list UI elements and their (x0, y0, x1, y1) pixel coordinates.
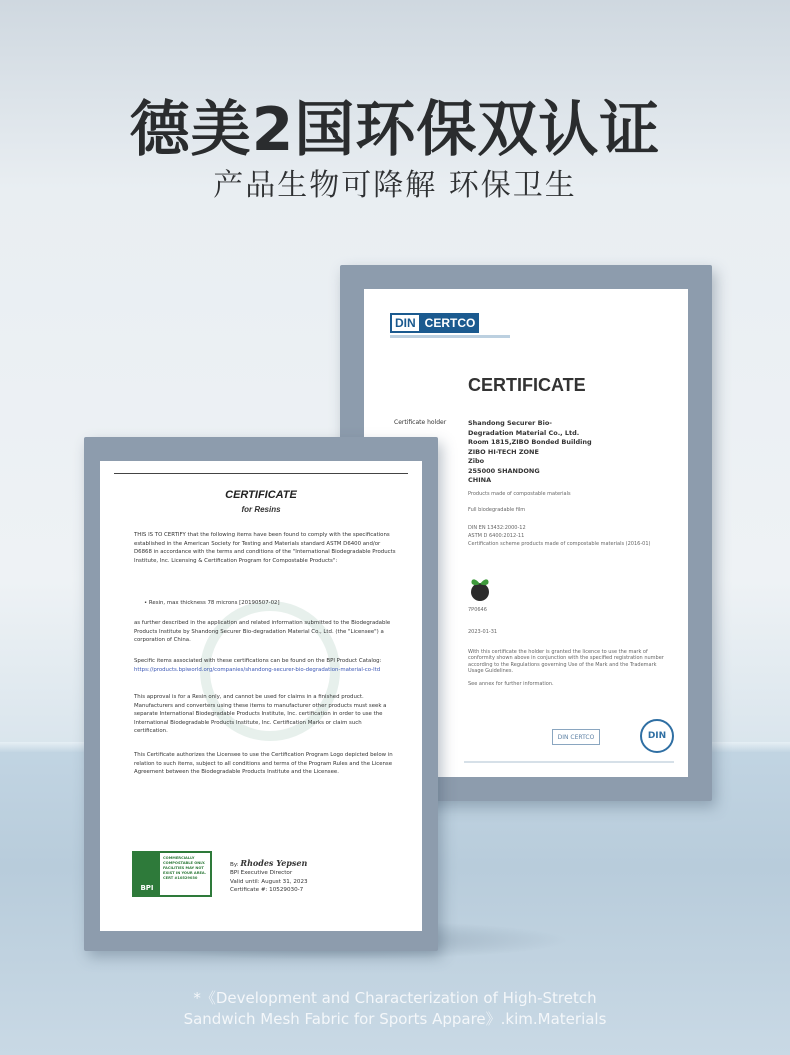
din-certificate-title: CERTIFICATE (468, 375, 586, 395)
din-round-logo: DIN (640, 719, 674, 753)
authorization-paragraph: This Certificate authorizes the Licensee to use the Certification Program Logo depicted below in relation to such items, subject to all conditions and terms of the Program Rules and the License Agreement between the Biodegradable Products Institute and the Licensee. (134, 752, 393, 776)
holder-label: Certificate holder (394, 419, 447, 426)
valid-date: 2023-01-31 (468, 629, 498, 635)
standard-1: DIN EN 13432:2000-12 (468, 525, 526, 531)
bpi-certificate-subtitle: for Resins (241, 505, 281, 514)
catalog-link[interactable]: https://products.bpiworld.org/companies/shandong-securer-bio-degradation-material-co-ltd (134, 666, 381, 673)
seedling-icon (468, 574, 492, 604)
subline: 产品生物可降解 环保卫生 (213, 168, 577, 203)
signature: Rhodes Yepsen (240, 858, 308, 868)
licensee-paragraph: as further described in the application and related information submitted to the Biodegradable Products Institute by Shandong Securer Bio-degradation Material Co., Ltd. (the "Licensee") a corporation of China. (134, 620, 391, 644)
approval-paragraph: This approval is for a Resin only, and cannot be used for claims in a finished product. Manufacturers and converters using these items to manufacturer other products must seek a separate International Biodegradable Products Institute, Inc. certification in order to use the International Biodegradable Products Institute, Inc. Certification Marks or claim such certification. (134, 694, 387, 735)
annex-text: See annex for further information. (468, 681, 554, 687)
product-name: Full biodegradable film (468, 507, 526, 513)
holder-address: Shandong Securer Bio- Degradation Material Co., Ltd. Room 1815,ZIBO Bonded Building ZIBO HI-TECH ZONE Zibo 255000 SHANDONG CHINA (468, 419, 592, 484)
top-rule (114, 473, 408, 474)
licence-text: With this certificate the holder is granted the licence to use the mark of conformity shown above in conjunction with the specified registration number according to the Regulations governing Use of the Mark and the Trademark Usage Guidelines. (468, 649, 664, 675)
footnote (0, 988, 790, 1030)
signer-details: BPI Executive Director Valid until: August 31, 2023 Certificate #: 10529030-7 (230, 870, 308, 894)
footnote-line-2: Sandwich Mesh Fabric for Sports Appare》.kim.Materials (183, 1010, 607, 1028)
din-footer-bar (464, 761, 674, 763)
certified-item: • Resin, max thickness 78 microns [20190507-02] (144, 600, 280, 606)
catalog-paragraph (134, 657, 396, 674)
standard-2: ASTM D 6400:2012-11 (468, 533, 525, 539)
bpi-compostable-badge (132, 851, 212, 897)
din-certco-logo (390, 313, 479, 333)
logo-tagline-bar (390, 335, 510, 338)
footnote-line-1: *《Development and Characterization of High-Stretch (193, 989, 597, 1007)
signature-block (230, 859, 308, 895)
bpi-certificate-paper (100, 461, 422, 931)
bpi-certificate-title: CERTIFICATE (225, 489, 297, 501)
bpi-badge-logo: BPI (134, 853, 160, 895)
catalog-text: Specific items associated with these certifications can be found on the BPI Product Catalog: (134, 658, 382, 664)
bpi-certificate-frame (84, 437, 438, 951)
scheme-line: Certification scheme products made of compostable materials (2016-01) (468, 541, 651, 547)
certify-paragraph: THIS IS TO CERTIFY that the following items have been found to comply with the specifications established in the American Society for Testing and Materials standard ASTM D6400 and/or D6868 in accordance with the terms and conditions of the "International Biodegradable Products Institute, Inc. Licensing & Certification Program for Compostable Products": (134, 532, 396, 564)
products-line: Products made of compostable materials (468, 491, 571, 497)
din-certco-stamp: DIN CERTCO (552, 729, 600, 745)
by-label: By: (230, 862, 239, 868)
headline: 德美2国环保双认证 (129, 95, 661, 165)
certco-logo-text: CERTCO (421, 313, 480, 333)
bpi-badge-text: COMMERCIALLY COMPOSTABLE ONLY. FACILITIES MAY NOT EXIST IN YOUR AREA. CERT #10529030 (163, 856, 207, 880)
din-logo-text: DIN (390, 313, 421, 333)
registration-number: 7P0646 (468, 607, 487, 613)
